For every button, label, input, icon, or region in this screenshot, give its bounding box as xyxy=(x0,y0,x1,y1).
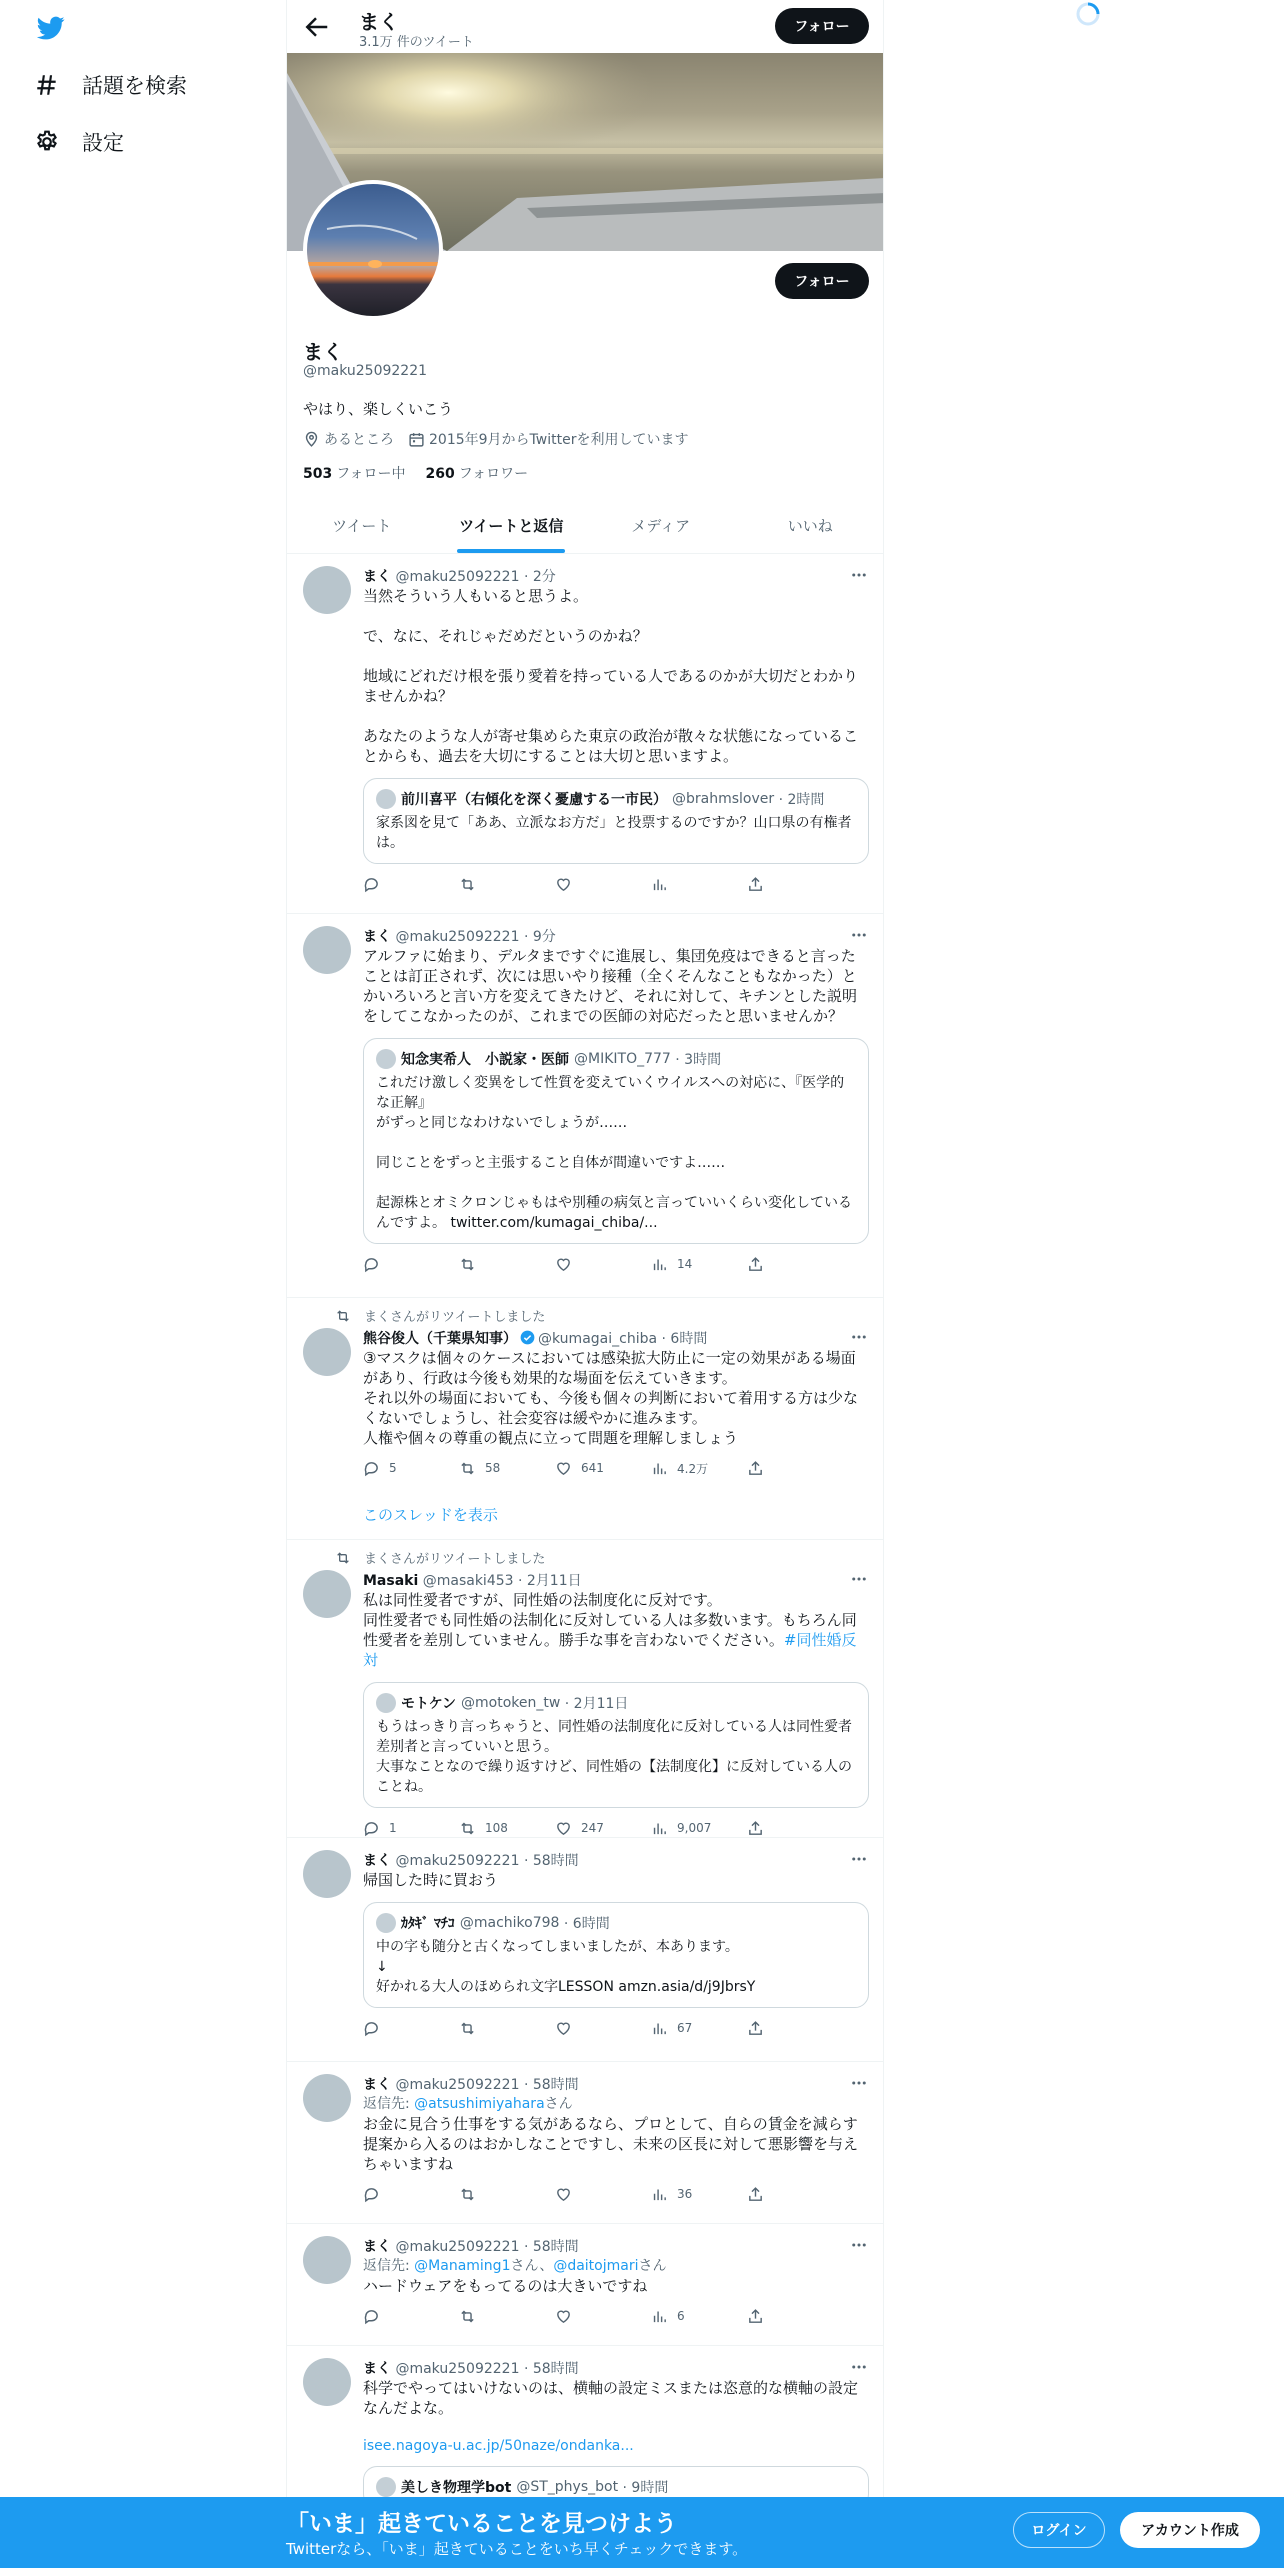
avatar[interactable] xyxy=(303,2236,351,2284)
reply-action[interactable] xyxy=(363,1458,459,1478)
quoted-tweet[interactable]: 知念実希人 小説家・医師 @MIKITO_777 · 3時間 これだけ激しく変異をして性質を変えていくウイルスへの対応に、『医学的な正解』 がずっと同じなわけないでしょうが…… 同じことをずっと主張すること自体が間違いですよ…… 起源株とオミクロンじゃもはや別種の病気と言っていいくらい変化しているんですよ。 twitter.com/kumagai_chiba/... xyxy=(363,1038,869,1244)
views-action[interactable] xyxy=(651,1818,747,1838)
tweet-actions xyxy=(363,2184,869,2204)
analytics-icon xyxy=(651,2020,668,2037)
more-options-icon[interactable] xyxy=(849,1570,869,1588)
hashtag-link[interactable]: #同性婚反対 xyxy=(363,1631,857,1669)
hashtag-icon xyxy=(34,72,60,98)
tweet-actions xyxy=(363,874,869,894)
profile-header-bar xyxy=(287,0,884,53)
views-count: 4.2万 xyxy=(677,1461,709,1476)
profile-follow-button[interactable]: フォロー xyxy=(775,263,869,299)
profile-location-text: あるところ xyxy=(324,432,394,448)
signup-button[interactable]: アカウント作成 xyxy=(1120,2512,1260,2548)
avatar[interactable] xyxy=(303,1328,351,1376)
share-icon xyxy=(747,2186,764,2203)
share-action[interactable] xyxy=(747,2184,777,2204)
more-options-icon[interactable] xyxy=(849,2236,869,2254)
share-action[interactable] xyxy=(747,1818,777,1838)
calendar-icon xyxy=(408,431,425,448)
heart-icon xyxy=(555,2020,572,2037)
tweet-header: まく @maku25092221 · 58時間 xyxy=(363,2361,579,2377)
quoted-tweet[interactable]: ｶﾀｷﾞ ﾏﾁｺ @machiko798 · 6時間 中の字も随分と古くなってしまいましたが、本あります。 ↓ 好かれる大人のほめられ文字LESSON amzn.asia/d/j9JbrsY xyxy=(363,1902,869,2008)
share-icon xyxy=(747,2020,764,2037)
tweet[interactable] xyxy=(287,1298,884,1540)
tab-tweets[interactable]: ツイート xyxy=(332,516,392,535)
share-icon xyxy=(747,876,764,893)
retweet-icon xyxy=(459,2186,476,2203)
tweet[interactable] xyxy=(287,554,884,914)
share-action[interactable] xyxy=(747,1458,777,1478)
views-action[interactable] xyxy=(651,2184,747,2204)
retweet-icon xyxy=(459,1460,476,1477)
retweet-count: 58 xyxy=(485,1461,501,1475)
loading-spinner-icon xyxy=(1075,1,1101,27)
reply-action[interactable] xyxy=(363,874,459,894)
profile-handle: @maku25092221 xyxy=(303,363,428,379)
analytics-icon xyxy=(651,1460,668,1477)
share-icon xyxy=(747,2308,764,2325)
reply-icon xyxy=(363,876,380,893)
tweet[interactable] xyxy=(287,1838,884,2062)
retweet-action[interactable] xyxy=(459,874,555,894)
avatar xyxy=(376,1913,396,1933)
retweet-action[interactable] xyxy=(459,1458,555,1478)
header-follow-button[interactable]: フォロー xyxy=(775,8,869,44)
tweet-header: Masaki @masaki453 · 2月11日 xyxy=(363,1573,582,1589)
views-count: 9,007 xyxy=(677,1821,712,1835)
reply-to-line: 返信先: @atsushimiyaharaさん xyxy=(363,2096,573,2112)
profile-tabs xyxy=(287,497,884,554)
tweet-text: 科学でやってはいけないのは、横軸の設定ミスまたは恣意的な横軸の設定なんだよな。 xyxy=(363,2379,859,2417)
heart-icon xyxy=(555,2186,572,2203)
heart-icon xyxy=(555,2308,572,2325)
quoted-tweet-text: 中の字も随分と古くなってしまいましたが、本あります。 ↓ 好かれる大人のほめられ文字LESSON amzn.asia/d/j9JbrsY xyxy=(376,1939,756,1995)
share-action[interactable] xyxy=(747,2018,777,2038)
profile-avatar[interactable] xyxy=(303,180,443,320)
like-action[interactable] xyxy=(555,2018,651,2038)
tweet[interactable] xyxy=(287,2062,884,2224)
tweet-actions xyxy=(363,1818,869,1838)
avatar[interactable] xyxy=(303,2358,351,2406)
share-icon xyxy=(747,1460,764,1477)
like-count: 641 xyxy=(581,1461,604,1475)
retweet-icon xyxy=(459,876,476,893)
analytics-icon xyxy=(651,876,668,893)
views-count: 67 xyxy=(677,2021,693,2035)
more-options-icon[interactable] xyxy=(849,2074,869,2092)
avatar xyxy=(376,1693,396,1713)
retweet-action[interactable] xyxy=(459,2306,555,2326)
reply-count: 1 xyxy=(389,1821,397,1835)
reply-icon xyxy=(363,2020,380,2037)
tweet-header: まく @maku25092221 · 2分 xyxy=(363,569,556,585)
retweet-count: 108 xyxy=(485,1821,508,1835)
tweet-actions xyxy=(363,2306,869,2326)
more-options-icon[interactable] xyxy=(849,2358,869,2376)
retweet-icon xyxy=(335,1308,351,1324)
tweet[interactable] xyxy=(287,2224,884,2346)
reply-action[interactable] xyxy=(363,2306,459,2326)
external-link[interactable]: isee.nagoya-u.ac.jp/50naze/ondanka... xyxy=(363,2438,634,2454)
avatar xyxy=(376,1049,396,1069)
share-action[interactable] xyxy=(747,2306,777,2326)
signup-banner xyxy=(0,2497,1284,2568)
nav-settings-label: 設定 xyxy=(82,131,124,155)
reply-icon xyxy=(363,2186,380,2203)
heart-icon xyxy=(555,876,572,893)
nav-explore-label: 話題を検索 xyxy=(82,74,187,98)
heart-icon xyxy=(555,1256,572,1273)
tweet-text: 当然そういう人もいると思うよ。 で、なに、それじゃだめだというのかね？ 地域にどれだけ根を張り愛着を持っている人であるのかが大切だとわかりませんかね？ あなたのような人が寄せ集めらた東京の政治が散々な状態になっていることからも、過去を大切にすることは大切と思いますよ。 xyxy=(363,587,859,765)
reply-count: 5 xyxy=(389,1461,397,1475)
more-options-icon[interactable] xyxy=(849,926,869,944)
quoted-tweet-text: これだけ激しく変異をして性質を変えていくウイルスへの対応に、『医学的な正解』 がずっと同じなわけないでしょうが…… 同じことをずっと主張すること自体が間違いですよ…… 起源株とオミクロンじゃもはや別種の病気と言っていいくらい変化しているんですよ。 twitter.com/kumagai_chiba/... xyxy=(376,1075,852,1231)
avatar[interactable] xyxy=(303,566,351,614)
following-link[interactable]: 503 フォロー中 xyxy=(303,466,406,482)
reply-to-line: 返信先: @Manaming1さん、@daitojmariさん xyxy=(363,2258,667,2274)
retweet-action[interactable] xyxy=(459,1254,555,1274)
avatar xyxy=(376,789,396,809)
more-options-icon[interactable] xyxy=(849,1328,869,1346)
analytics-icon xyxy=(651,1820,668,1837)
views-count: 6 xyxy=(677,2309,685,2323)
retweet-icon xyxy=(459,1256,476,1273)
tweet-header: 熊谷俊人（千葉県知事） @kumagai_chiba · 6時間 xyxy=(363,1331,708,1347)
mention-link[interactable]: @Manaming1 xyxy=(414,2258,511,2274)
mention-link[interactable]: @daitojmari xyxy=(553,2258,639,2274)
reply-action[interactable] xyxy=(363,1818,459,1838)
show-thread-link[interactable]: このスレッドを表示 xyxy=(363,1506,498,1524)
retweet-icon xyxy=(459,1820,476,1837)
views-count: 36 xyxy=(677,2187,693,2201)
views-action[interactable] xyxy=(651,874,747,894)
nav-explore[interactable] xyxy=(34,70,187,100)
quoted-tweet-text: もうはっきり言っちゃうと、同性婚の法制度化に反対している人は同性愛者差別者と言っていいと思う。 大事なことなので繰り返すけど、同性婚の【法制度化】に反対している人のことね。 xyxy=(376,1719,852,1795)
tweet-header: まく @maku25092221 · 9分 xyxy=(363,929,556,945)
avatar[interactable] xyxy=(303,2074,351,2122)
tweet-actions xyxy=(363,1458,869,1478)
back-arrow-icon[interactable] xyxy=(301,12,331,42)
reply-icon xyxy=(363,1820,380,1837)
share-icon xyxy=(747,1820,764,1837)
retweet-action[interactable] xyxy=(459,2184,555,2204)
main-column xyxy=(286,0,884,2568)
tweet[interactable] xyxy=(287,1540,884,1838)
like-action[interactable] xyxy=(555,2306,651,2326)
views-action[interactable] xyxy=(651,2018,747,2038)
profile-joined-text: 2015年9月からTwitterを利用しています xyxy=(429,432,689,448)
tweet-text: 私は同性愛者ですが、同性婚の法制度化に反対です。 同性愛者でも同性婚の法制化に反対している人は多数います。もちろん同性愛者を差別していません。勝手な事を言わないでください。#同性婚反対 xyxy=(363,1591,857,1669)
retweet-icon xyxy=(335,1550,351,1566)
tweet-header: まく @maku25092221 · 58時間 xyxy=(363,2239,579,2255)
avatar[interactable] xyxy=(303,926,351,974)
profile-stats xyxy=(303,463,548,483)
like-action[interactable] xyxy=(555,874,651,894)
more-options-icon[interactable] xyxy=(849,1850,869,1868)
avatar[interactable] xyxy=(303,1570,351,1618)
views-action[interactable] xyxy=(651,2306,747,2326)
reply-action[interactable] xyxy=(363,2184,459,2204)
like-action[interactable] xyxy=(555,1818,651,1838)
tweet-header: まく @maku25092221 · 58時間 xyxy=(363,2077,579,2093)
tweet-text: 帰国した時に買おう xyxy=(363,1871,499,1889)
like-action[interactable] xyxy=(555,2184,651,2204)
tweet-text: お金に見合う仕事をする気があるなら、プロとして、自らの賃金を減らす提案から入るのはおかしなことですし、未来の区長に対して悪影響を与えちゃいますね xyxy=(363,2115,859,2173)
like-action[interactable] xyxy=(555,1458,651,1478)
quoted-tweet-text: 家系図を見て「ああ、立派なお方だ」と投票するのですか？山口県の有権者は。 xyxy=(376,815,852,851)
tab-media[interactable]: メディア xyxy=(631,516,691,535)
tab-tweets-and-replies[interactable]: ツイートと返信 xyxy=(437,497,587,553)
verified-badge-icon xyxy=(520,1330,535,1345)
profile-name: まく xyxy=(303,340,343,364)
analytics-icon xyxy=(651,2308,668,2325)
header-tweet-count: 3.1万 件のツイート xyxy=(359,35,474,50)
like-count: 247 xyxy=(581,1821,604,1835)
analytics-icon xyxy=(651,1256,668,1273)
nav-settings[interactable] xyxy=(34,127,124,157)
avatar-image xyxy=(307,184,439,316)
gear-icon xyxy=(34,129,60,155)
tweet-actions xyxy=(363,2018,869,2038)
reply-action[interactable] xyxy=(363,2018,459,2038)
share-action[interactable] xyxy=(747,1254,777,1274)
reply-icon xyxy=(363,1256,380,1273)
tweet-header: まく @maku25092221 · 58時間 xyxy=(363,1853,579,1869)
reply-icon xyxy=(363,2308,380,2325)
signup-banner-subtitle: Twitterなら、「いま」起きていることをいち早くチェックできます。 xyxy=(286,2540,748,2558)
heart-icon xyxy=(555,1460,572,1477)
reply-icon xyxy=(363,1460,380,1477)
retweet-action[interactable] xyxy=(459,1818,555,1838)
retweet-indicator: まくさんがリツイートしました xyxy=(335,1548,545,1567)
location-pin-icon xyxy=(303,431,320,448)
tweet-text: ハードウェアをもってるのは大きいですね xyxy=(363,2277,648,2295)
retweet-indicator: まくさんがリツイートしました xyxy=(335,1306,545,1325)
views-action[interactable] xyxy=(651,1458,747,1478)
tweet-text: アルファに始まり、デルタまですぐに進展し、集団免疫はできると言ったことは訂正されず、次には思いやり接種（全くそんなこともなかった）とかいろいろと言い方を変えてきたけど、それに対して、キチンとした説明をしてこなかったのが、これまでの医師の対応だったと思いませんか？ xyxy=(363,947,857,1025)
profile-location xyxy=(303,429,394,449)
followers-link[interactable]: 260 フォロワー xyxy=(425,466,529,482)
tweet-text: ③マスクは個々のケースにおいては感染拡大防止に一定の効果がある場面があり、行政は今後も効果的な場面を伝えていきます。 それ以外の場面においても、今後も個々の判断において着用する方は少なくないでしょうし、社会変容は緩やかに進みます。 人権や個々の尊重の観点に立って問題を理解しましょう xyxy=(363,1349,859,1447)
retweet-icon xyxy=(459,2020,476,2037)
views-action[interactable] xyxy=(651,1254,747,1274)
signup-banner-title: 「いま」起きていることを見つけよう xyxy=(286,2511,677,2537)
quoted-tweet[interactable]: モトケン @motoken_tw · 2月11日 もうはっきり言っちゃうと、同性婚の法制度化に反対している人は同性愛者差別者と言っていいと思う。 大事なことなので繰り返すけど、同性婚の【法制度化】に反対している人のことね。 xyxy=(363,1682,869,1808)
reply-action[interactable] xyxy=(363,1254,459,1274)
like-action[interactable] xyxy=(555,1254,651,1274)
header-profile-name: まく xyxy=(359,10,399,34)
tweet-actions xyxy=(363,1254,869,1274)
login-button[interactable]: ログイン xyxy=(1013,2512,1105,2548)
avatar[interactable] xyxy=(303,1850,351,1898)
share-icon xyxy=(747,1256,764,1273)
quoted-tweet[interactable]: 前川喜平（右傾化を深く憂慮する一市民） @brahmslover · 2時間 家系図を見て「ああ、立派なお方だ」と投票するのですか？山口県の有権者は。 xyxy=(363,778,869,864)
profile-bio: やはり、楽しくいこう xyxy=(303,400,454,418)
avatar xyxy=(376,2477,396,2497)
quoted-tweet[interactable]: 美しき物理学bot @ST_phys_bot · 9時間 xyxy=(363,2466,869,2508)
mention-link[interactable]: @atsushimiyahara xyxy=(414,2096,545,2112)
more-options-icon[interactable] xyxy=(849,566,869,584)
twitter-logo-icon[interactable] xyxy=(34,14,68,42)
profile-joined xyxy=(408,429,688,449)
tab-likes[interactable]: いいね xyxy=(787,516,833,535)
analytics-icon xyxy=(651,2186,668,2203)
profile-meta xyxy=(303,429,702,449)
retweet-icon xyxy=(459,2308,476,2325)
share-action[interactable] xyxy=(747,874,777,894)
heart-icon xyxy=(555,1820,572,1837)
views-count: 14 xyxy=(677,1257,693,1271)
retweet-action[interactable] xyxy=(459,2018,555,2038)
tweet[interactable] xyxy=(287,914,884,1298)
